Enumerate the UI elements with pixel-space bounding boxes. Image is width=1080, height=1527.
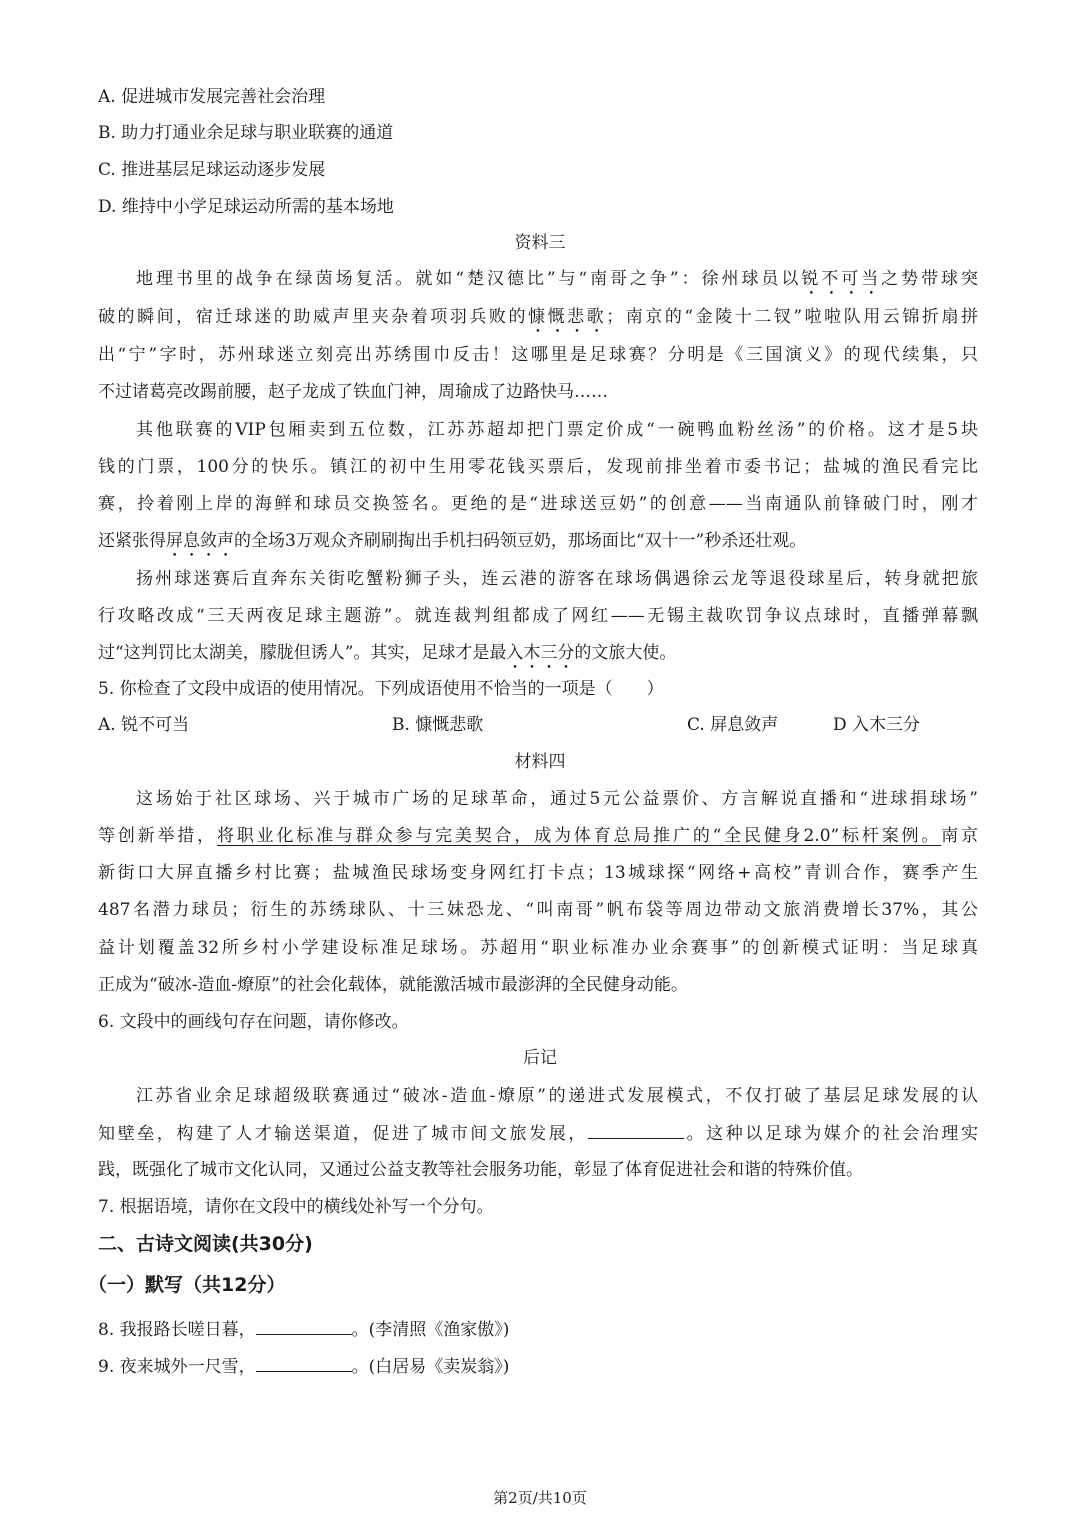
idiom-kangkaibeige: 慷慨悲歌 bbox=[528, 307, 607, 327]
q5-stem: 5. 你检查了文段中成语的使用情况。下列成语使用不恰当的一项是（ ） bbox=[98, 679, 664, 699]
material3-paragraph3-line3: 过“这判罚比太湖美，朦胧但诱人”。其实，足球才是最入木三分的文旅大使。 bbox=[98, 643, 677, 663]
material3-paragraph3-line1: 扬州球迷赛后直奔东关街吃蟹粉狮子头，连云港的游客在球场偶遇徐云龙等退役球星后，转身就把旅 bbox=[136, 569, 978, 589]
fill-blank-q9[interactable] bbox=[256, 1355, 352, 1372]
q5-option-b: B. 慷慨悲歌 bbox=[392, 715, 484, 735]
q4-option-b: B. 助力打通业余足球与职业联赛的通道 bbox=[98, 123, 394, 143]
idiom-pingxilansheng: 屏息敛声 bbox=[166, 531, 234, 551]
material4-heading: 材料四 bbox=[514, 752, 566, 772]
afterword-line3: 践，既强化了城市文化认同，又通过公益支教等社会服务功能，彰显了体育促进社会和谐的特殊价值。 bbox=[98, 1160, 863, 1180]
q5-option-d: D 入木三分 bbox=[833, 715, 921, 735]
material3-paragraph2-line4: 还紧张得屏息敛声的全场3万观众齐刷刷掏出手机扫码领豆奶，那场面比“双十一”秒杀还壮观。 bbox=[98, 531, 807, 551]
material4-line6: 正成为“破冰-造血-燎原”的社会化载体，就能激活城市最澎湃的全民健身动能。 bbox=[98, 975, 688, 995]
material3-paragraph2-line3: 赛，拎着刚上岸的海鲜和球员交换签名。更绝的是“进球送豆奶”的创意——当南通队前锋破门时，刚才 bbox=[98, 494, 978, 514]
material4-line3: 新街口大屏直播乡村比赛；盐城渔民球场变身网红打卡点；13城球探“网络+高校”青训合作，赛季产生 bbox=[98, 863, 978, 883]
page-number: 第2页/共10页 bbox=[493, 1489, 587, 1507]
q4-option-a: A. 促进城市发展完善社会治理 bbox=[98, 87, 326, 107]
q5-option-a: A. 锐不可当 bbox=[98, 715, 190, 735]
fill-blank-q8[interactable] bbox=[256, 1318, 352, 1335]
material3-paragraph2-line1: 其他联赛的VIP包厢卖到五位数，江苏苏超却把门票定价成“一碗鸭血粉丝汤”的价格。这才是5块 bbox=[136, 420, 978, 440]
section2-subtitle: （一）默写（共12分） bbox=[88, 1274, 286, 1296]
material4-line5: 益计划覆盖32所乡村小学建设标准足球场。苏超用“职业标准办业余赛事”的创新模式证明：当足球真 bbox=[98, 938, 978, 958]
material3-paragraph1-line2: 破的瞬间，宿迁球迷的助威声里夹杂着项羽兵败的慷慨悲歌；南京的“金陵十二钗”啦啦队用云锦折扇拼 bbox=[98, 307, 978, 327]
q4-option-c: C. 推进基层足球运动逐步发展 bbox=[98, 160, 326, 180]
fill-blank-q7[interactable] bbox=[588, 1122, 684, 1139]
underlined-sentence: 将职业化标准与群众参与完美契合，成为体育总局推广的“全民健身2.0”标杆案例。 bbox=[216, 826, 942, 846]
material4-line4: 487名潜力球员；衍生的苏绣球队、十三妹恐龙、“叫南哥”帆布袋等周边带动文旅消费增长37%，其公 bbox=[98, 900, 978, 920]
material3-paragraph1-line1: 地理书里的战争在绿茵场复活。就如“楚汉德比”与“南哥之争”：徐州球员以锐不可当之势带球突 bbox=[136, 269, 979, 289]
material3-paragraph2-line2: 钱的门票，100分的快乐。镇江的初中生用零花钱买票后，发现前排坐着市委书记；盐城的渔民看完比 bbox=[98, 457, 978, 477]
material4-line1: 这场始于社区球场、兴于城市广场的足球革命，通过5元公益票价、方言解说直播和“进球捐球场” bbox=[136, 789, 978, 809]
q9-line: 9. 夜来城外一尺雪， 。(白居易《卖炭翁》) bbox=[98, 1357, 510, 1377]
afterword-heading: 后记 bbox=[523, 1048, 557, 1068]
afterword-line2: 知壁垒，构建了人才输送渠道，促进了城市间文旅发展， 。这种以足球为媒介的社会治理实 bbox=[98, 1124, 978, 1144]
material3-paragraph1-line3: 出“宁”字时，苏州球迷立刻亮出苏绣围巾反击！这哪里是足球赛？分明是《三国演义》的现代续集，只 bbox=[98, 345, 978, 365]
material4-line2: 等创新举措，将职业化标准与群众参与完美契合，成为体育总局推广的“全民健身2.0”标杆案例。南京 bbox=[98, 826, 978, 846]
q8-line: 8. 我报路长嗟日暮， 。(李清照《渔家傲》) bbox=[98, 1320, 510, 1340]
section2-title: 二、古诗文阅读(共30分) bbox=[98, 1233, 313, 1255]
idiom-ruibukedang: 锐不可当 bbox=[801, 269, 882, 289]
material3-paragraph1-line4: 不过诸葛亮改踢前腰，赵子龙成了铁血门神，周瑜成了边路快马…… bbox=[98, 382, 608, 402]
q5-option-c: C. 屏息敛声 bbox=[687, 715, 779, 735]
q7-stem: 7. 根据语境，请你在文段中的横线处补写一个分句。 bbox=[98, 1197, 494, 1217]
material3-paragraph3-line2: 行攻略改成“三天两夜足球主题游”。就连裁判组都成了网红——无锡主裁吹罚争议点球时，直播弹幕飘 bbox=[98, 606, 978, 626]
afterword-line1: 江苏省业余足球超级联赛通过“破冰-造血-燎原”的递进式发展模式，不仅打破了基层足球发展的认 bbox=[136, 1086, 978, 1106]
q6-stem: 6. 文段中的画线句存在问题，请你修改。 bbox=[98, 1012, 409, 1032]
material3-heading: 资料三 bbox=[514, 233, 566, 253]
q4-option-d: D. 维持中小学足球运动所需的基本场地 bbox=[98, 197, 394, 217]
idiom-rumusanfen: 入木三分 bbox=[506, 643, 575, 663]
